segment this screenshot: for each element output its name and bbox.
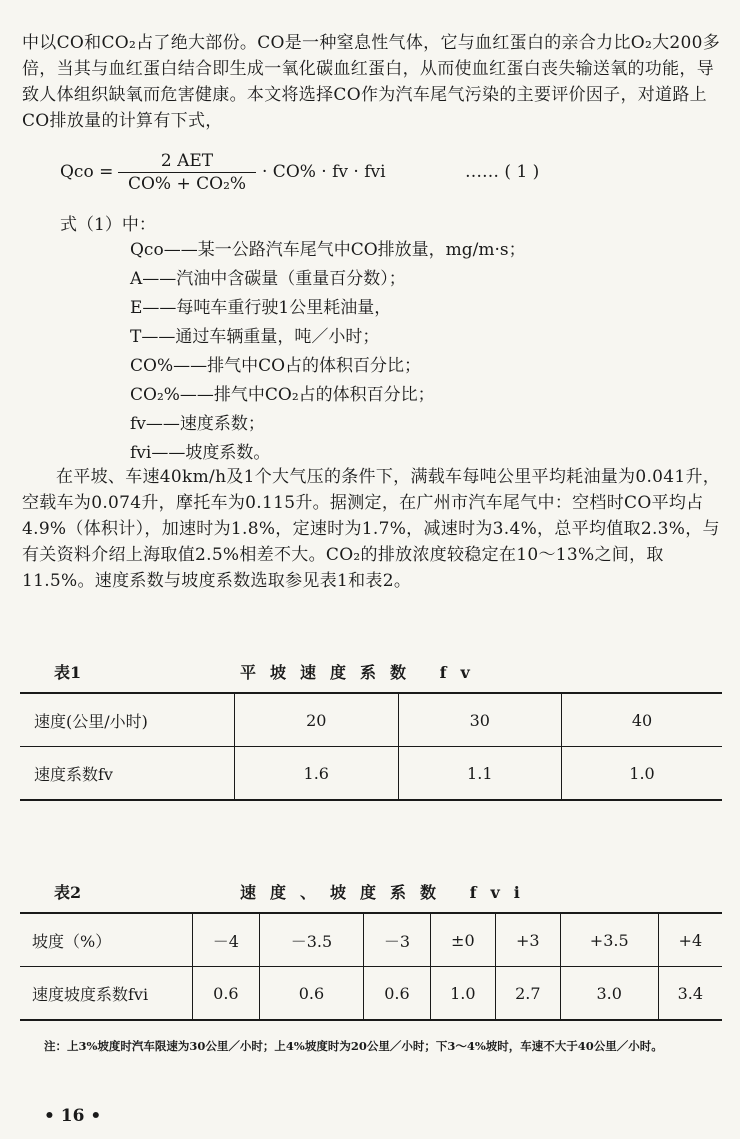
variable-item: fv——速度系数； (130, 414, 265, 434)
table-cell: 1.6 (235, 747, 399, 801)
table-cell: －3.5 (259, 913, 363, 967)
table-cell: +3 (495, 913, 560, 967)
variable-item: A——汽油中含碳量（重量百分数）； (130, 269, 406, 289)
table-cell: 速度坡度系数fvi (20, 967, 193, 1021)
table-cell: 2.7 (495, 967, 560, 1021)
table-cell: 速度(公里/小时) (20, 693, 235, 747)
table-cell: 30 (398, 693, 562, 747)
formula-rhs: · CO% · fv · fvi (262, 162, 386, 182)
table2-slope-coefficient (20, 912, 722, 1021)
table-cell: 0.6 (193, 967, 260, 1021)
table-cell: 0.6 (364, 967, 431, 1021)
table-cell: 0.6 (259, 967, 363, 1021)
variable-item: CO₂%——排气中CO₂占的体积百分比； (130, 385, 435, 405)
table-row (20, 967, 722, 1021)
variable-item: Qco——某一公路汽车尾气中CO排放量，mg/m·s； (130, 240, 526, 260)
variable-definitions (130, 236, 526, 468)
table-cell: +4 (658, 913, 722, 967)
table-cell: ±0 (430, 913, 495, 967)
table1-speed-coefficient (20, 692, 722, 801)
table-row (20, 747, 722, 801)
variable-item: E——每吨车重行驶1公里耗油量， (130, 298, 392, 318)
table2-caption (54, 880, 654, 902)
where-label: 式（1）中： (60, 215, 156, 235)
table-cell: 40 (562, 693, 722, 747)
table-cell: 3.0 (560, 967, 658, 1021)
table-row (20, 913, 722, 967)
table2-number: 表2 (54, 883, 82, 902)
formula-denominator: CO% + CO₂% (127, 174, 247, 194)
variable-item: CO%——排气中CO占的体积百分比； (130, 356, 422, 376)
table1-caption (54, 660, 654, 682)
table1-title: 平坡速度系数 fv (240, 663, 484, 682)
table-cell: 20 (235, 693, 399, 747)
table-cell: 速度系数fv (20, 747, 235, 801)
formula-fraction (118, 150, 256, 195)
table-row (20, 693, 722, 747)
table-cell: 1.0 (430, 967, 495, 1021)
table-cell: 坡度（%） (20, 913, 193, 967)
co-emission-formula (60, 150, 660, 196)
table-footnote: 注：上3%坡度时汽车限速为30公里／小时；上4%坡度时为20公里／小时；下3～4%坡时，车速不大于40公里／小时。 (44, 1039, 663, 1053)
table-cell: －3 (364, 913, 431, 967)
intro-paragraph: 中以CO和CO₂占了绝大部份。CO是一种窒息性气体，它与血红蛋白的亲合力比O₂大200多倍，当其与血红蛋白结合即生成一氧化碳血红蛋白，从而使血红蛋白丧失输送氧的功能，导致人体组织缺氧而危害健康。本文将选择CO作为汽车尾气污染的主要评价因子，对道路上CO排放量的计算有下式， (22, 33, 721, 131)
table-cell: －4 (193, 913, 260, 967)
formula-numerator: 2 AET (118, 150, 256, 173)
body-paragraph: 在平坡、车速40km/h及1个大气压的条件下，满载车每吨公里平均耗油量为0.041升，空载车为0.074升，摩托车为0.115升。据测定，在广州市汽车尾气中：空档时CO平均占4.9%（体积计），加速时为1.8%，定速时为1.7%，减速时为3.4%，总平均值取2.3%，与有关资料介绍上海取值2.5%相差不大。CO₂的排放浓度较稳定在10～13%之间，取11.5%。速度系数与坡度系数选取参见表1和表2。 (22, 467, 721, 591)
formula-number: …… ( 1 ) (465, 162, 540, 182)
table-cell: 1.1 (398, 747, 562, 801)
table-cell: 3.4 (658, 967, 722, 1021)
formula-lhs: Qco = (60, 162, 114, 182)
table-cell: 1.0 (562, 747, 722, 801)
variable-item: fvi——坡度系数。 (130, 443, 271, 463)
table2-title: 速度、坡度系数 fvi (240, 883, 534, 902)
table-cell: +3.5 (560, 913, 658, 967)
page-number: • 16 • (44, 1106, 102, 1126)
table1-number: 表1 (54, 663, 82, 682)
variable-item: T——通过车辆重量，吨／小时； (130, 327, 380, 347)
